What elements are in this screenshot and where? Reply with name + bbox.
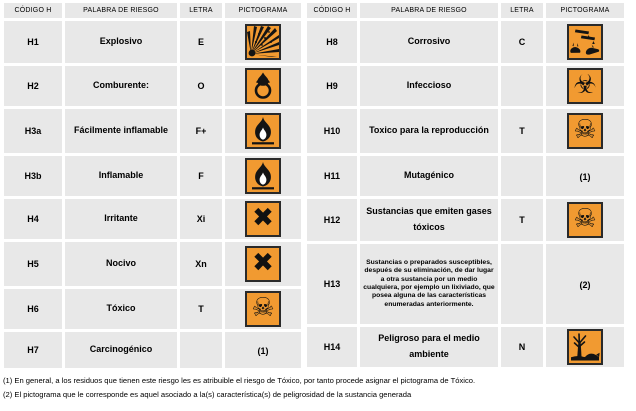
- risk-word: Nocivo: [65, 242, 177, 286]
- col-header-codigo: CÓDIGO H: [4, 3, 62, 18]
- table-row: [4, 332, 301, 368]
- table-row: [307, 21, 624, 63]
- col-header-palabra: PALABRA DE RIESGO: [360, 3, 498, 18]
- skull-icon: ☠: [567, 113, 603, 149]
- risk-word: Toxico para la reproducción: [360, 109, 498, 153]
- letter-value: C: [501, 21, 543, 63]
- letter-value: [501, 66, 543, 106]
- col-header-palabra: PALABRA DE RIESGO: [65, 3, 177, 18]
- table-row: [307, 66, 624, 106]
- table-row: [4, 21, 301, 63]
- table-row: [4, 199, 301, 239]
- flame-icon: [245, 158, 281, 194]
- header-row: [4, 3, 301, 18]
- pictogram-cell: [546, 109, 624, 153]
- pictogram-note: (2): [579, 280, 591, 290]
- corrosive-icon: [567, 24, 603, 60]
- risk-word: Explosivo: [65, 21, 177, 63]
- hazard-code: H12: [307, 199, 357, 241]
- pictogram-cell: [225, 332, 301, 368]
- table-row: [307, 109, 624, 153]
- risk-word: Mutagénico: [360, 156, 498, 196]
- table-row: [307, 156, 624, 196]
- explosive-icon: [245, 24, 281, 60]
- table-row: [4, 242, 301, 286]
- table-row: [307, 327, 624, 367]
- pictogram-cell: [225, 242, 301, 286]
- hazard-code: H3b: [4, 156, 62, 196]
- pictogram-cell: [546, 199, 624, 241]
- pictogram-cell: [225, 21, 301, 63]
- pictogram-cell: [546, 66, 624, 106]
- hazard-code: H14: [307, 327, 357, 367]
- hazard-code: H4: [4, 199, 62, 239]
- col-header-letra: LETRA: [501, 3, 543, 18]
- hazard-table-left: [1, 0, 304, 371]
- risk-word: Fácilmente inflamable: [65, 109, 177, 153]
- hazard-code: H10: [307, 109, 357, 153]
- pictogram-cell: [225, 109, 301, 153]
- footnote-2: (2) El pictograma que le corresponde es aquel asociado a la(s) característica(s) de peligrosidad de la sustancia generada: [3, 390, 412, 399]
- letter-value: T: [501, 199, 543, 241]
- pictogram-cell: [225, 289, 301, 329]
- skull-icon: ☠: [245, 291, 281, 327]
- hazard-code: H5: [4, 242, 62, 286]
- risk-word: Sustancias o preparados susceptibles, después de su eliminación, de dar lugar a otra sustancia por un medio cualquiera, por ejemplo un lixiviado, que posea alguna de las características enumeradas anteriormente.: [360, 244, 498, 324]
- col-header-codigo: CÓDIGO H: [307, 3, 357, 18]
- pictogram-cell: [546, 156, 624, 196]
- pictogram-cell: [225, 66, 301, 106]
- letter-value: [180, 332, 222, 368]
- flame-icon: [245, 113, 281, 149]
- col-header-pictograma: PICTOGRAMA: [546, 3, 624, 18]
- header-row: [307, 3, 624, 18]
- hazard-code: H9: [307, 66, 357, 106]
- letter-value: F: [180, 156, 222, 196]
- risk-word: Infeccioso: [360, 66, 498, 106]
- table-row: [307, 199, 624, 241]
- letter-value: O: [180, 66, 222, 106]
- hazard-code: H13: [307, 244, 357, 324]
- pictogram-note: (1): [257, 346, 269, 356]
- hazard-code: H3a: [4, 109, 62, 153]
- footnote-1: (1) En general, a los residuos que tienen este riesgo les es atribuible el riesgo de Tóxico, por tanto procede asignar el pictograma de Tóxico.: [3, 376, 476, 385]
- risk-word: Peligroso para el medio ambiente: [360, 327, 498, 367]
- col-header-pictograma: PICTOGRAMA: [225, 3, 301, 18]
- hazard-tables: [1, 0, 636, 371]
- risk-word: Sustancias que emiten gases tóxicos: [360, 199, 498, 241]
- letter-value: [501, 156, 543, 196]
- letter-value: E: [180, 21, 222, 63]
- letter-value: T: [501, 109, 543, 153]
- letter-value: Xn: [180, 242, 222, 286]
- table-row: [4, 109, 301, 153]
- hazard-table-right: [304, 0, 627, 370]
- skull-icon: ☠: [567, 202, 603, 238]
- hazard-code: H11: [307, 156, 357, 196]
- footnotes: [1, 374, 636, 402]
- hazard-code: H7: [4, 332, 62, 368]
- cross-icon: ✖: [245, 201, 281, 237]
- pictogram-note: (1): [579, 172, 591, 182]
- hazard-code: H6: [4, 289, 62, 329]
- hazard-code: H1: [4, 21, 62, 63]
- table-row: [307, 244, 624, 324]
- table-row: [4, 289, 301, 329]
- risk-word: Irritante: [65, 199, 177, 239]
- risk-word: Inflamable: [65, 156, 177, 196]
- pictogram-cell: [225, 156, 301, 196]
- environment-icon: [567, 329, 603, 365]
- letter-value: Xi: [180, 199, 222, 239]
- letter-value: N: [501, 327, 543, 367]
- hazard-code: H2: [4, 66, 62, 106]
- pictogram-cell: [546, 21, 624, 63]
- table-row: [4, 66, 301, 106]
- table-row: [4, 156, 301, 196]
- risk-word: Corrosivo: [360, 21, 498, 63]
- pictogram-cell: [546, 244, 624, 324]
- cross-icon: ✖: [245, 246, 281, 282]
- pictogram-cell: [225, 199, 301, 239]
- risk-word: Comburente:: [65, 66, 177, 106]
- letter-value: F+: [180, 109, 222, 153]
- risk-word: Tóxico: [65, 289, 177, 329]
- biohazard-icon: ☣: [567, 68, 603, 104]
- risk-word: Carcinogénico: [65, 332, 177, 368]
- letter-value: [501, 244, 543, 324]
- letter-value: T: [180, 289, 222, 329]
- hazard-code: H8: [307, 21, 357, 63]
- col-header-letra: LETRA: [180, 3, 222, 18]
- pictogram-cell: [546, 327, 624, 367]
- flame-over-circle-icon: [245, 68, 281, 104]
